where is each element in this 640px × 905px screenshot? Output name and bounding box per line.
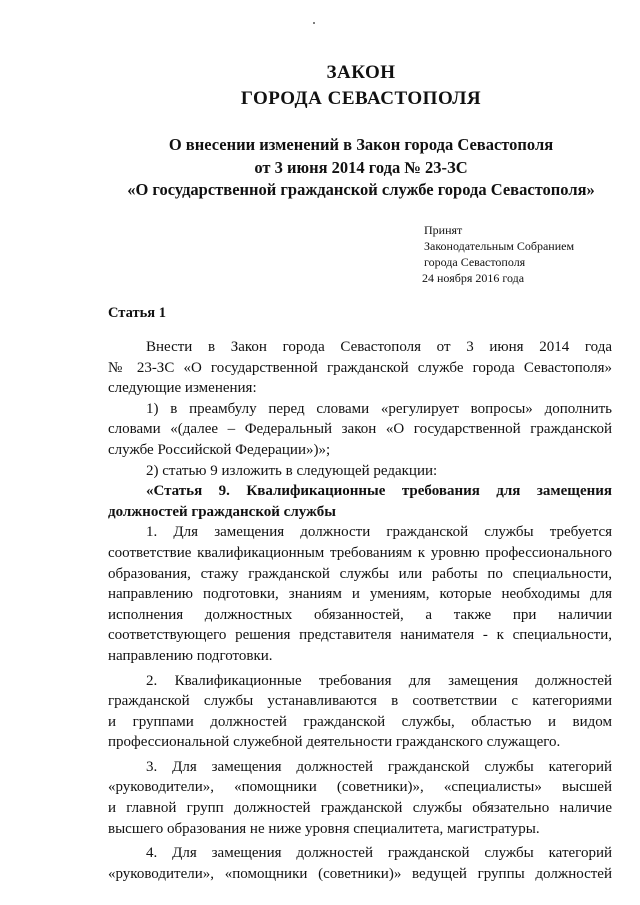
law-subtitle-line2: от 3 июня 2014 года № 23-ЗС: [254, 158, 468, 177]
body-line: соответствие квалификационным требованиям к уровню профессионального: [108, 544, 612, 561]
body-line: 1. Для замещения должности гражданской службы требуется: [146, 524, 612, 541]
body-line: службе Российской Федерации»)»;: [108, 441, 331, 458]
article-body: [108, 337, 612, 884]
body-line: словами «(далее – Федеральный закон «О государственной гражданской: [108, 421, 612, 438]
law-title: ЗАКОН: [326, 62, 396, 83]
law-title-city: ГОРОДА СЕВАСТОПОЛЯ: [240, 88, 482, 109]
body-line: соответствующего решения представителя нанимателя - к специальности,: [108, 627, 612, 644]
adoption-line-accepted: Принят: [424, 223, 463, 237]
body-line: Внести в Закон города Севастополя от 3 июня 2014 года: [146, 339, 612, 355]
body-line: гражданской службы устанавливаются в соответствии с категориями: [108, 693, 612, 710]
body-line: должностей гражданской службы: [108, 503, 336, 520]
scan-speck: [313, 22, 315, 24]
body-line: и группами должностей гражданской службы, областью и видом: [108, 713, 612, 730]
article-heading: Статья 1: [108, 305, 166, 321]
body-line: образования, стажу гражданской службы или работы по специальности,: [108, 565, 612, 582]
adoption-date: 24 ноября 2016 года: [422, 271, 525, 285]
adoption-line-city: города Севастополя: [424, 255, 526, 269]
body-line: «руководители», «помощники (советники)», «специалисты» высшей: [108, 779, 612, 796]
body-line: профессиональной служебной деятельности гражданского служащего.: [108, 734, 561, 751]
body-line: № 23-ЗС «О государственной гражданской службе города Севастополя»: [108, 359, 612, 376]
adoption-block: [424, 222, 574, 286]
law-subtitle-line3: «О государственной гражданской службе города Севастополя»: [127, 180, 595, 199]
body-line: направлению подготовки.: [108, 647, 273, 664]
body-line: «Статья 9. Квалификационные требования для замещения: [146, 483, 612, 500]
body-line: 1) в преамбулу перед словами «регулирует вопросы» дополнить: [146, 400, 612, 417]
body-line: и главной групп должностей гражданской службы обязательно наличие: [108, 800, 612, 817]
law-subtitle-line1: О внесении изменений в Закон города Севастополя: [168, 135, 554, 154]
body-line: 4. Для замещения должностей гражданской службы категорий: [146, 845, 612, 862]
body-line: 2. Квалификационные требования для замещения должностей: [146, 672, 612, 689]
body-line: исполнения должностных обязанностей, а также при наличии: [108, 606, 612, 623]
adoption-line-assembly: Законодательным Собранием: [424, 239, 575, 253]
body-line: 3. Для замещения должностей гражданской службы категорий: [146, 758, 612, 775]
body-line: 2) статью 9 изложить в следующей редакции:: [146, 462, 438, 479]
body-line: направлению подготовки, знаниям и умениям, которые необходимы для: [108, 586, 612, 603]
body-line: «руководители», «помощники (советники)» ведущей группы должностей: [108, 865, 612, 882]
body-line: высшего образования не ниже уровня специалитета, магистратуры.: [108, 820, 540, 837]
body-line: следующие изменения:: [108, 380, 257, 397]
